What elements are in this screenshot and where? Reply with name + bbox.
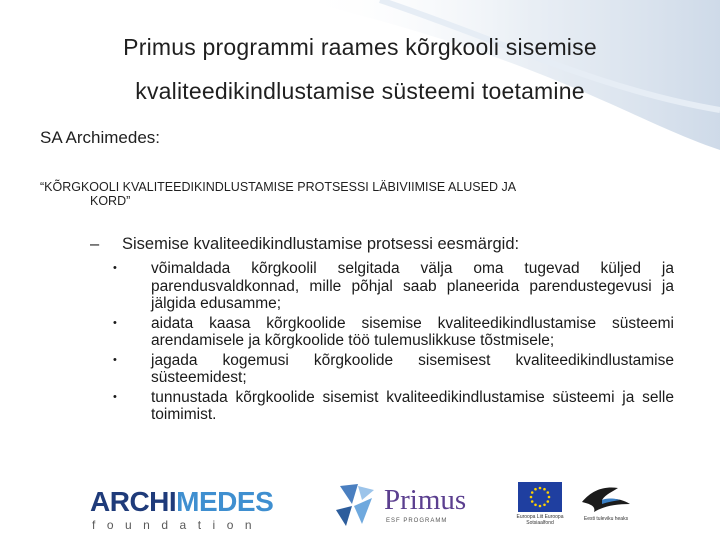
archimedes-logo [90,488,273,532]
archimedes-wordmark [90,488,273,516]
primus-subtitle: ESF PROGRAMM [386,518,448,524]
bullet-icon: • [113,390,117,403]
archimedes-foundation-text: foundation [92,518,264,532]
estonia-logo [576,480,636,528]
document-title-line-2: KORD” [90,194,131,208]
primus-logo [332,480,492,530]
dash-bullet: – [90,235,100,253]
eu-flag-icon [518,482,562,512]
organization-label: SA Archimedes: [40,128,161,147]
document-title-line-1: “KÕRGKOOLI KVALITEEDIKINDLUSTAMISE PROTSESSI LÄBIVIIMISE ALUSED JA [40,180,517,194]
archimedes-wordmark-part2: MEDES [176,486,274,517]
estonia-logo-text: Eesti tuleviku heaks [583,516,629,522]
list-item [108,389,674,424]
bullet-icon: • [113,353,117,366]
list-item [108,260,674,313]
sub-heading-text: Sisemise kvaliteedikindlustamise protsessi eesmärgid: [122,235,520,253]
slide-title-line-2: kvaliteedikindlustamise süsteemi toetamine [135,78,585,104]
list-item-text: tunnustada kõrgkoolide sisemist kvaliteedikindlustamise süsteemi ja selle toimimist. [151,388,674,423]
list-item [108,315,674,350]
goals-list [108,260,674,426]
archimedes-wordmark-part1: ARCHI [90,486,177,517]
eu-logo [515,480,565,528]
list-item-text: jagada kogemusi kõrgkoolide sisemisest kvaliteedikindlustamise süsteemidest; [151,351,674,386]
list-item-text: võimaldada kõrgkoolil selgitada välja oma tugevad küljed ja parendusvaldkonnad, mille põhjal saab planeerida parendustegevusi ja jälgida edusamme; [151,260,674,312]
primus-wordmark: Primus [384,484,467,516]
bullet-icon: • [113,316,117,329]
list-item-text: aidata kaasa kõrgkoolide sisemise kvaliteedikindlustamise süsteemi arendamisele ja kõrgkoolide töö tulemuslikkuse tõstmisele; [151,314,674,349]
slide-title-line-1: Primus programmi raames kõrgkooli sisemise [123,34,597,60]
document-title [40,180,680,208]
bullet-icon: • [113,262,117,274]
list-item [108,352,674,387]
sub-heading [90,235,519,254]
eu-logo-text: Euroopa Liit Euroopa Sotsiaalfond [516,514,564,526]
swallow-icon [576,480,636,516]
primus-emblem-icon [332,480,380,530]
